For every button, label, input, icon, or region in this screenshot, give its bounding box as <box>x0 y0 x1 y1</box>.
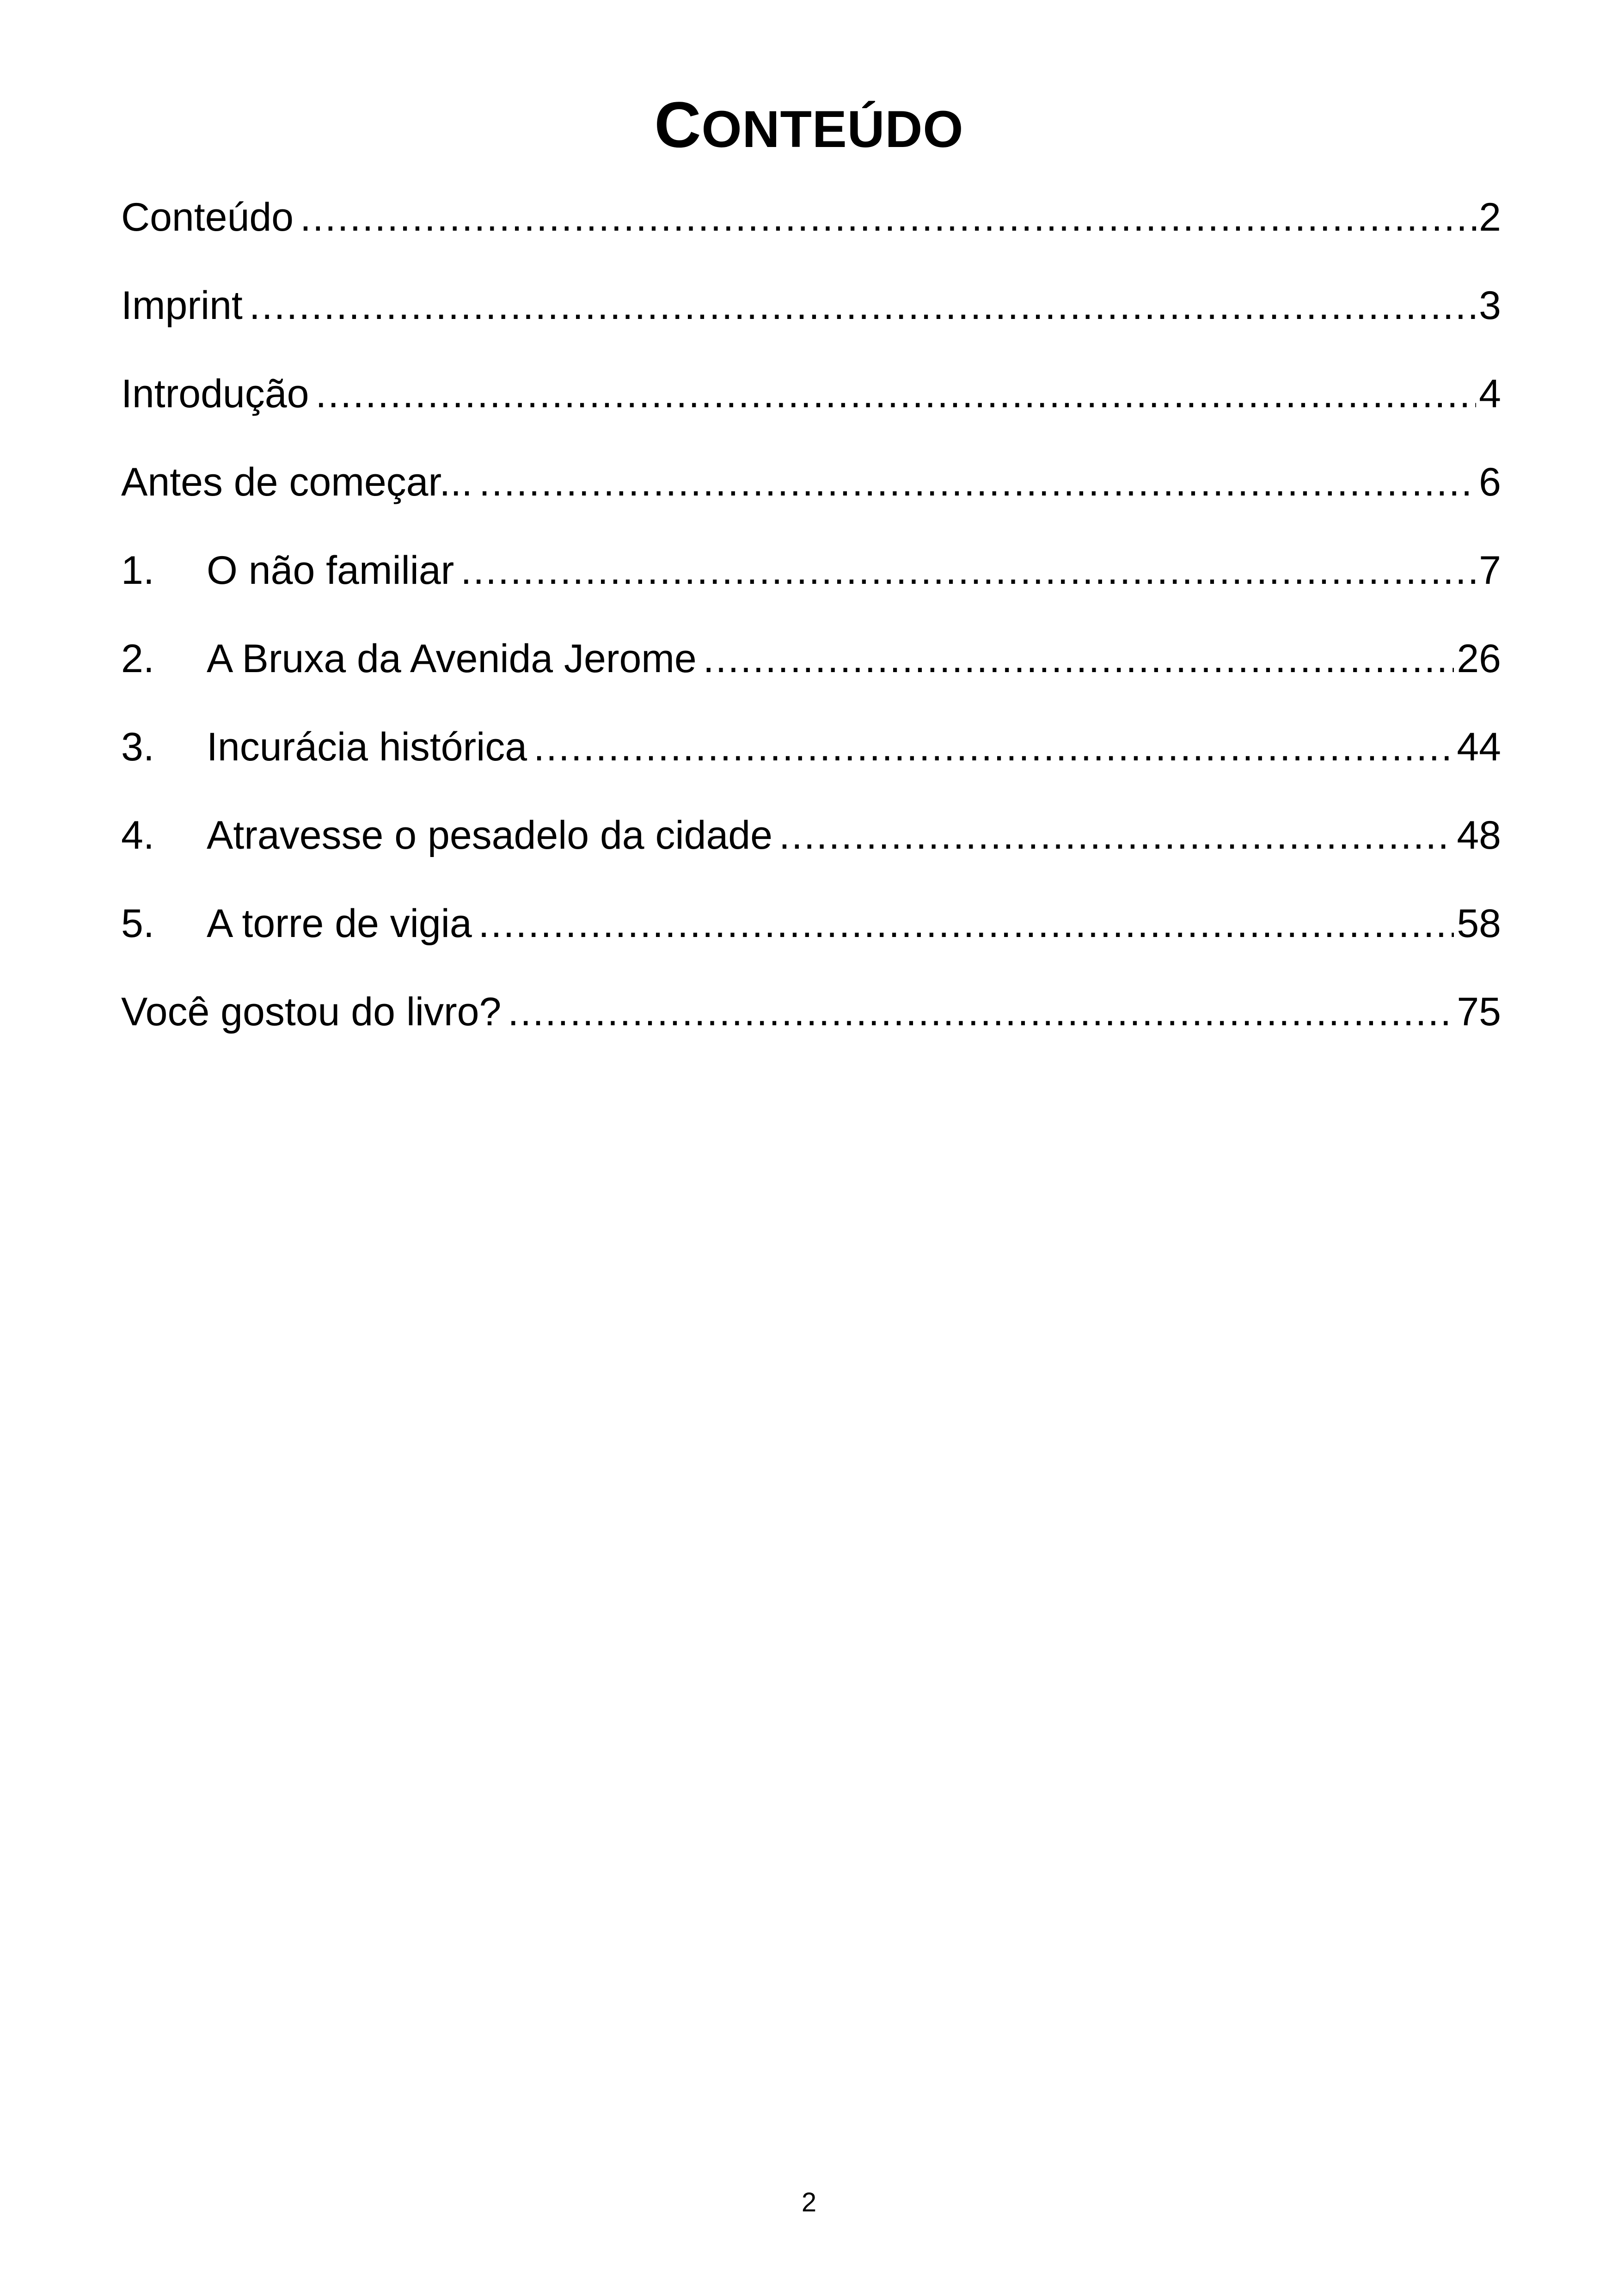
toc-entry-page: 58 <box>1457 901 1501 946</box>
toc-entry[interactable] <box>121 803 1501 891</box>
toc-entry-label: Imprint <box>121 283 243 328</box>
toc-entry[interactable] <box>121 715 1501 803</box>
page-number: 2 <box>801 2187 817 2217</box>
toc-entry-label: Atravesse o pesadelo da cidade <box>207 813 772 857</box>
toc-entry-page: 4 <box>1479 372 1501 416</box>
toc-entry-label: Conteúdo <box>121 195 294 239</box>
toc-entry-page: 48 <box>1457 813 1501 857</box>
toc-leader-dots <box>249 273 1476 338</box>
toc-entry-page: 6 <box>1479 460 1501 504</box>
toc-entry-page: 44 <box>1457 725 1501 769</box>
toc-entry-page: 7 <box>1479 548 1501 593</box>
toc-entry-label: Introdução <box>121 372 309 416</box>
toc-leader-dots <box>315 361 1476 426</box>
toc-entry-number: 2. <box>121 637 154 681</box>
toc-entry[interactable] <box>121 185 1501 273</box>
toc-entry-number: 4. <box>121 813 154 857</box>
toc-leader-dots <box>300 185 1476 250</box>
toc-entry-label: Incurácia histórica <box>207 725 527 769</box>
toc-entry-label: A Bruxa da Avenida Jerome <box>207 637 697 681</box>
toc-leader-dots <box>533 715 1454 779</box>
toc-entry-label: Antes de começar... <box>121 460 473 504</box>
toc-entry-number: 3. <box>121 725 154 769</box>
toc-leader-dots <box>508 980 1454 1044</box>
toc-entry-number: 1. <box>121 548 154 593</box>
toc-entry[interactable] <box>121 273 1501 361</box>
toc-entry[interactable] <box>121 626 1501 715</box>
toc-entry[interactable] <box>121 891 1501 980</box>
toc-leader-dots <box>703 626 1454 691</box>
toc-entry-page: 2 <box>1479 195 1501 239</box>
toc-entry[interactable] <box>121 538 1501 626</box>
toc-entry-number: 5. <box>121 901 154 946</box>
toc-entry[interactable] <box>121 980 1501 1068</box>
toc-entry-label: O não familiar <box>207 548 454 593</box>
toc-leader-dots <box>460 538 1476 603</box>
toc-entry[interactable] <box>121 361 1501 450</box>
toc-entry[interactable] <box>121 450 1501 538</box>
page-title-initial: C <box>654 88 702 161</box>
toc-entry-page: 75 <box>1457 990 1501 1034</box>
toc-entry-page: 3 <box>1479 283 1501 328</box>
toc-leader-dots <box>779 803 1454 868</box>
toc-entry-label: A torre de vigia <box>207 901 472 946</box>
toc-entry-page: 26 <box>1457 637 1501 681</box>
page-title <box>0 88 1618 166</box>
toc-leader-dots <box>478 891 1454 956</box>
toc-entry-label: Você gostou do livro? <box>121 990 502 1034</box>
toc-leader-dots <box>479 450 1476 514</box>
table-of-contents <box>121 185 1501 1068</box>
page-title-rest: ONTEÚDO <box>701 100 964 158</box>
